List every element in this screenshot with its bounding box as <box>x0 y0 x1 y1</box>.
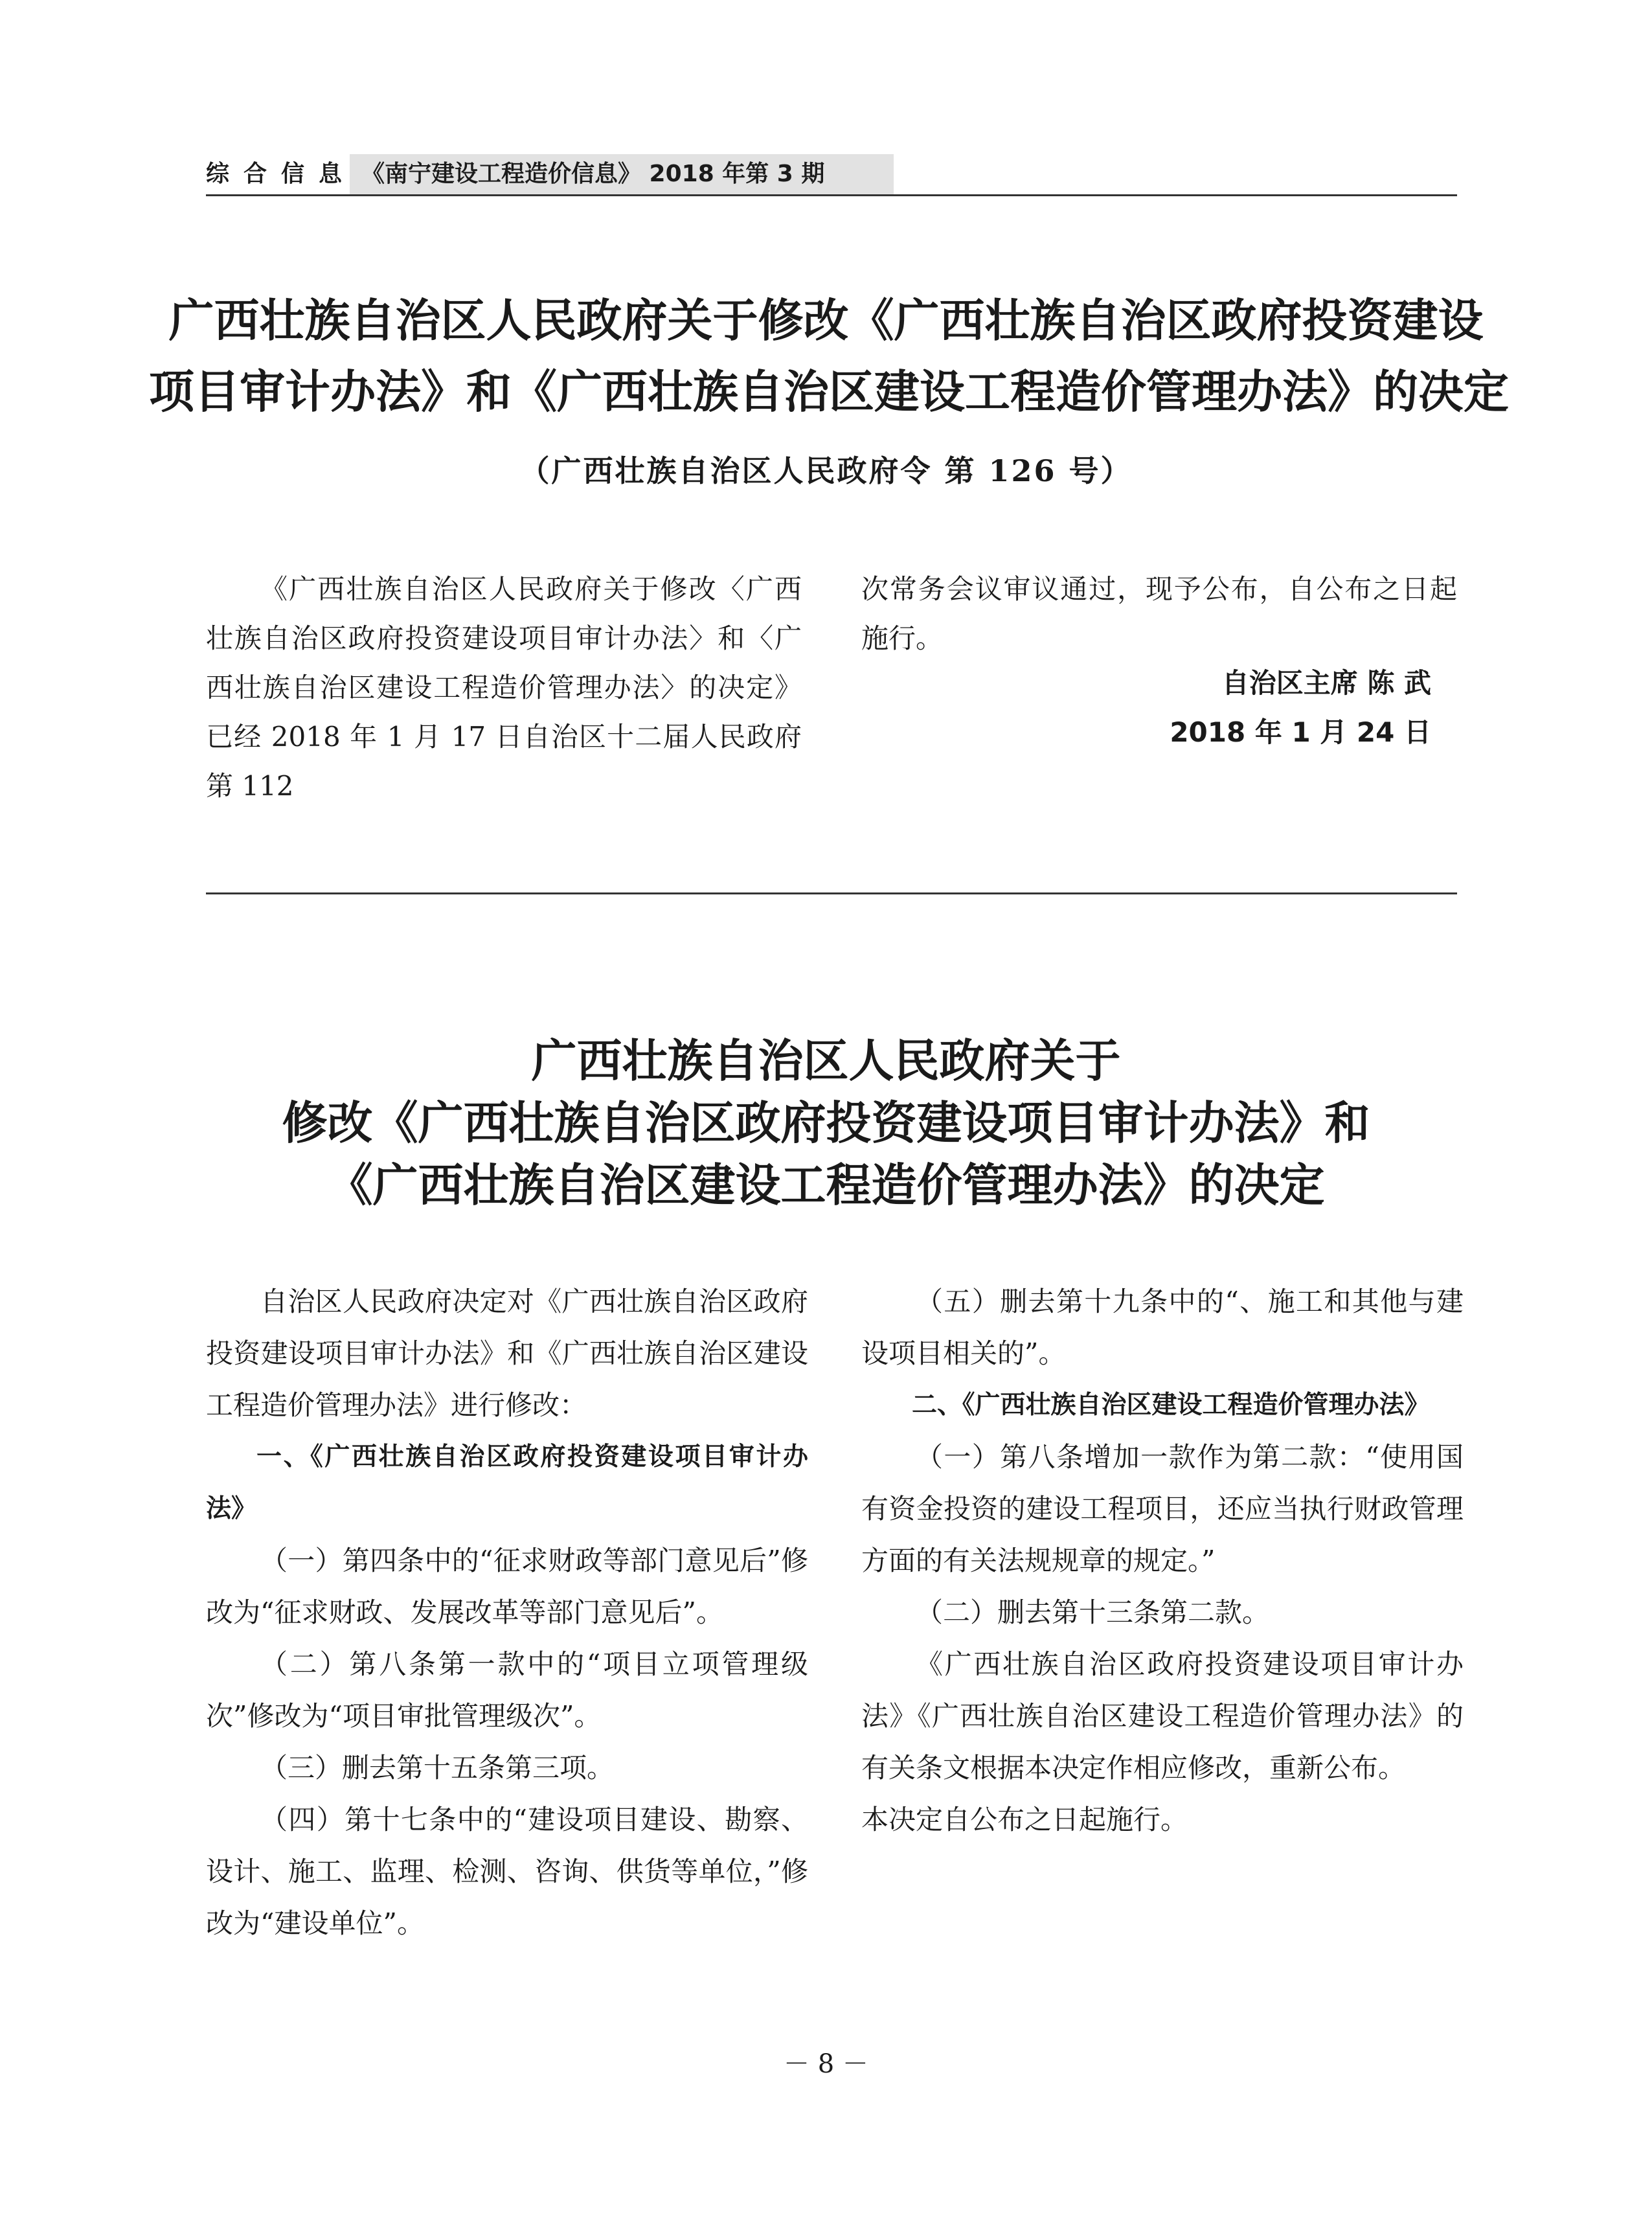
header-publication: 《南宁建设工程造价信息》 2018 年第 3 期 <box>361 161 825 187</box>
decision-left-column <box>206 1276 808 1949</box>
decision-heading: 一、《广西壮族自治区政府投资建设项目审计办法》 <box>206 1442 808 1523</box>
decision-paragraph: 本决定自公布之日起施行。 <box>861 1804 1188 1835</box>
decision-title-line: 修改《广西壮族自治区政府投资建设项目审计办法》和 <box>282 1096 1370 1150</box>
decision-paragraph: （一）第八条增加一款作为第二款：“使用国有资金投资的建设工程项目，还应当执行财政管理方面的有关法规规章的规定。” <box>861 1441 1464 1576</box>
decision-paragraph: （二）第八条第一款中的“项目立项管理级次”修改为“项目审批管理级次”。 <box>206 1648 808 1732</box>
decision-title-line: 广西壮族自治区人民政府关于 <box>531 1034 1121 1087</box>
notice-paragraph-continued: 次常务会议审议通过，现予公布，自公布之日起施行。 <box>861 573 1457 654</box>
decision-paragraph: （二）删去第十三条第二款。 <box>916 1596 1270 1628</box>
decision-heading: 二、《广西壮族自治区建设工程造价管理办法》 <box>912 1391 1430 1420</box>
notice-title-line: 项目审计办法》和《广西壮族自治区建设工程造价管理办法》的决定 <box>149 365 1509 418</box>
decision-title-line: 《广西壮族自治区建设工程造价管理办法》的决定 <box>327 1158 1325 1212</box>
section-divider <box>206 892 1457 894</box>
decision-paragraph: （三）删去第十五条第三项。 <box>260 1752 615 1784</box>
header-section: 综合信息 <box>206 161 357 187</box>
notice-left-column <box>206 565 802 811</box>
notice-title <box>149 285 1509 427</box>
decision-paragraph: （四）第十七条中的“建设项目建设、勘察、设计、施工、监理、检测、咨询、供货等单位，”修改为“建设单位”。 <box>206 1804 808 1939</box>
notice-date: 2018 年 1 月 24 日 <box>1170 716 1431 748</box>
header-rule <box>206 194 1457 196</box>
notice-title-line: 广西壮族自治区人民政府关于修改《广西壮族自治区政府投资建设 <box>168 293 1484 347</box>
decision-paragraph: 《广西壮族自治区政府投资建设项目审计办法》《广西壮族自治区建设工程造价管理办法》的有关条文根据本决定作相应修改，重新公布。 <box>861 1648 1464 1784</box>
notice-paragraph: 《广西壮族自治区人民政府关于修改〈广西壮族自治区政府投资建设项目审计办法〉和〈广西壮族自治区建设工程造价管理办法〉的决定》已经 2018 年 1 月 17 日自治区十二届人民政府第 112 <box>206 573 802 802</box>
running-header <box>206 154 824 194</box>
decision-right-column <box>861 1276 1464 1846</box>
signer: 自治区主席 陈 武 <box>1221 667 1431 699</box>
notice-right-column <box>861 565 1457 663</box>
decision-title <box>149 1030 1503 1216</box>
decision-paragraph: （一）第四条中的“征求财政等部门意见后”修改为“征求财政、发展改革等部门意见后”。 <box>206 1545 808 1628</box>
decision-paragraph: 自治区人民政府决定对《广西壮族自治区政府投资建设项目审计办法》和《广西壮族自治区建设工程造价管理办法》进行修改： <box>206 1286 808 1421</box>
decision-paragraph: （五）删去第十九条中的“、施工和其他与建设项目相关的”。 <box>861 1286 1464 1369</box>
page-number: － 8 － <box>784 2049 868 2079</box>
order-number: （广西壮族自治区人民政府令 第 126 号） <box>519 453 1133 488</box>
